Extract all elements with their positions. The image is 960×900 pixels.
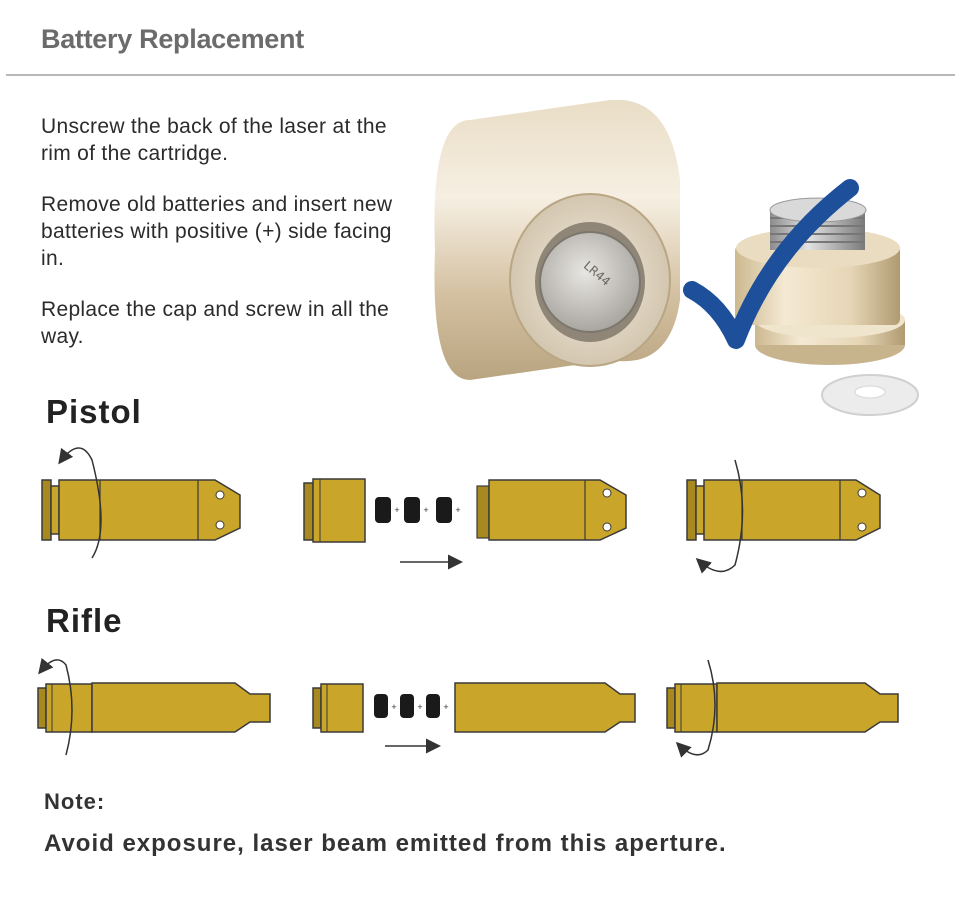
header-divider [6, 74, 955, 76]
instruction-step-1: Unscrew the back of the laser at the rim of the cartridge. [41, 115, 387, 165]
battery-sign: + [391, 702, 397, 712]
rifle-step-2 [313, 683, 635, 746]
rifle-step-3 [667, 660, 898, 755]
svg-text:LR44: LR44 [580, 258, 614, 289]
pistol-diagram [30, 440, 940, 590]
rifle-diagram [30, 650, 940, 770]
coin-battery [540, 232, 640, 332]
instruction-step-3: Replace the cap and screw in all the way. [41, 298, 390, 348]
pistol-step-2 [304, 479, 626, 562]
rifle-step-1 [38, 660, 270, 755]
instruction-step-2: Remove old batteries and insert new batteries with positive (+) side facing in. [41, 193, 393, 270]
washer [822, 375, 918, 415]
section-title-pistol: Pistol [46, 393, 142, 430]
battery-sign: + [417, 702, 423, 712]
battery-sign: + [455, 505, 461, 515]
section-title-rifle: Rifle [46, 602, 123, 639]
product-photo [430, 100, 940, 420]
instructions [41, 113, 411, 374]
battery-sign: + [443, 702, 449, 712]
pistol-step-1 [42, 448, 240, 558]
laser-cylinder [434, 100, 680, 380]
pistol-step-3 [687, 460, 880, 571]
note-text: Avoid exposure, laser beam emitted from this aperture. [44, 830, 727, 857]
header-title: Battery Replacement [41, 24, 304, 54]
battery-sign: + [394, 505, 400, 515]
note-label: Note: [44, 789, 106, 814]
battery-sign: + [423, 505, 429, 515]
battery-stack [374, 694, 449, 718]
battery-stack [375, 497, 461, 523]
